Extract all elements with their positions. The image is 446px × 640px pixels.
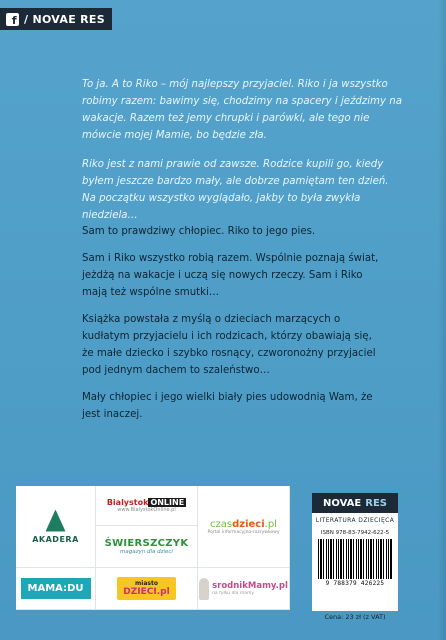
bialystok-online-badge: ONLINE — [150, 498, 185, 507]
czas-bold: dzieci — [232, 518, 265, 530]
body-paragraph-4: Mały chłopiec i jego wielki biały pies udowodnią Wam, że jest inaczej. — [82, 392, 373, 420]
miasto-dzieci-wordmark: DZIECI.pl — [123, 587, 170, 597]
series-label: LITERATURA DZIECIĘCA — [315, 517, 395, 524]
body-paragraph-3: Książka powstała z myślą o dzieciach marzących o kudłatym przyjacielu i ich rodzicach, którzy obawiają się, że małe dziecko i szybko rosnący, czworonożny przyjaciel pod jednym dachem to szaleństwo… — [82, 314, 376, 376]
bialystok-online-logo — [96, 486, 198, 526]
description-text — [82, 223, 382, 433]
czas-suffix: .pl — [264, 518, 277, 530]
miasto-dzieci-badge — [117, 577, 175, 600]
intro-text — [82, 76, 402, 236]
bialystok-wordmark — [107, 498, 186, 507]
akadera-label: AKADERA — [32, 534, 79, 544]
publisher-name-accent: RES — [365, 497, 387, 509]
miasto-label: miasto — [135, 580, 158, 587]
publisher-info-box — [312, 493, 398, 611]
akadera-logo — [16, 486, 96, 568]
brand-tag-label: / NOVAE RES — [24, 12, 105, 26]
srodnik-mamy-tagline: na tyłku dla mamy — [212, 591, 255, 596]
facebook-icon: f — [6, 13, 19, 26]
mother-silhouette-icon — [199, 578, 209, 600]
srodnik-mamy-logo — [198, 568, 290, 610]
publisher-name: NOVAE — [323, 497, 362, 509]
barcode — [318, 539, 392, 579]
bialystok-name: Bialystok — [106, 498, 149, 507]
swierszczyk-logo — [96, 526, 198, 568]
body-paragraph-2: Sam i Riko wszystko robią razem. Wspólnie poznają świat, jeżdżą na wakacje i uczą się nowych rzeczy. Sam i Riko mają też wspólne smutki… — [82, 253, 379, 298]
intro-paragraph-2: Riko jest z nami prawie od zawsze. Rodzice kupili go, kiedy byłem jeszcze bardzo mały, ale dobrze pamiętam ten dzień. Na początku wszystko wyglądało, jakby to była zwykła niedziela… — [82, 159, 389, 221]
publisher-logo — [312, 493, 398, 513]
partner-logos-panel — [16, 486, 290, 610]
czas-prefix: czas — [210, 518, 233, 530]
intro-paragraph-1: To ja. A to Riko – mój najlepszy przyjaciel. Riko i ja wszystko robimy razem: bawimy się, chodzimy na spacery i jeździmy na wakacje. Razem też jemy chrupki i parówki, ale tego nie mówcie mojej Mamie, bo będzie zła. — [82, 79, 402, 141]
bialystok-url: www.BialystokOnline.pl — [117, 507, 176, 513]
body-paragraph-1: Sam to prawdziwy chłopiec. Riko to jego pies. — [82, 226, 316, 237]
spine-shadow — [438, 0, 446, 640]
swierszczyk-wordmark: ŚWIERSZCZYK — [104, 538, 189, 549]
mamadu-wordmark: MAMA:DU — [21, 578, 91, 599]
barcode-digits: 9 788379 426225 — [325, 580, 385, 587]
mamadu-logo — [16, 568, 96, 610]
akadera-mark-icon — [46, 510, 66, 532]
isbn-label: ISBN 978-83-7942-622-5 — [320, 530, 390, 536]
facebook-brand-tag[interactable] — [0, 8, 112, 30]
swierszczyk-tagline: magazyn dla dzieci — [120, 549, 173, 555]
czas-dzieci-tagline: Portal informacyjno-rozrywkowy — [207, 529, 280, 535]
price-label: Cena: 23 zł (z VAT) — [324, 613, 386, 621]
srodnik-mamy-wordmark: srodnikMamy.pl — [212, 581, 288, 591]
czas-dzieci-wordmark — [210, 519, 277, 530]
miasto-dzieci-logo — [96, 568, 198, 610]
czas-dzieci-logo — [198, 486, 290, 568]
